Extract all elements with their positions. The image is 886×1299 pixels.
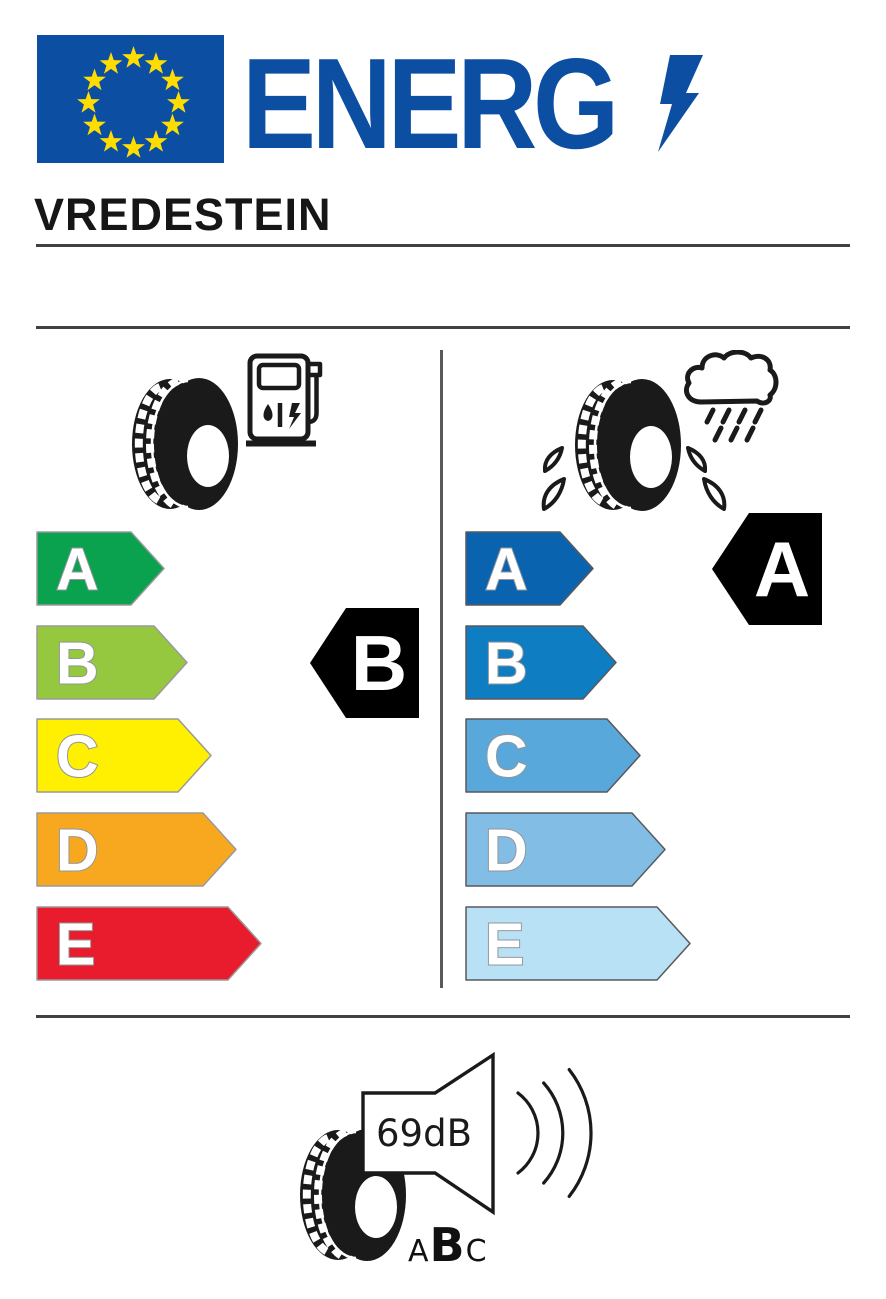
horizontal-rule-bottom xyxy=(36,1015,850,1018)
energ-logo-text: ENERG xyxy=(242,53,615,155)
tire-icon-fuel xyxy=(130,377,240,512)
grade-arrow-a xyxy=(36,531,166,608)
column-divider xyxy=(440,350,443,988)
grade-letter: D xyxy=(56,817,99,884)
lightning-bolt-icon xyxy=(645,53,707,155)
grade-arrow-b xyxy=(36,625,189,702)
horizontal-rule-top xyxy=(36,244,850,247)
noise-class-b-selected: B xyxy=(429,1218,465,1272)
water-splash-icons xyxy=(540,445,730,520)
grade-letter: E xyxy=(485,911,525,978)
grade-letter: B xyxy=(56,630,99,697)
grade-letter: A xyxy=(56,536,99,603)
grade-arrow-e xyxy=(36,906,263,983)
rain-drops xyxy=(707,410,761,440)
noise-decibel-value: 69dB xyxy=(376,1112,472,1155)
grade-arrow-c xyxy=(465,718,642,795)
fuel-efficiency-rating-badge xyxy=(310,607,421,720)
noise-class-scale xyxy=(408,1218,487,1272)
grade-arrow-d xyxy=(36,812,238,889)
grade-arrow-e xyxy=(465,906,692,983)
energ-logo xyxy=(242,53,712,155)
grade-letter: E xyxy=(56,911,96,978)
fuel-pump-icon xyxy=(246,351,330,451)
sound-wave-icon xyxy=(500,1060,600,1210)
grade-letter: B xyxy=(485,630,528,697)
fuel-efficiency-rating: B xyxy=(350,619,408,707)
grade-arrow-a xyxy=(465,531,595,608)
grade-arrow-b xyxy=(465,625,618,702)
noise-class-a: A xyxy=(408,1234,429,1269)
horizontal-rule-middle xyxy=(36,326,850,329)
grade-letter: C xyxy=(56,723,99,790)
grade-arrow-c xyxy=(36,718,213,795)
brand-name: VREDESTEIN xyxy=(34,189,332,240)
noise-class-c: C xyxy=(465,1234,487,1269)
grade-letter: A xyxy=(485,536,528,603)
rain-cloud-icon xyxy=(683,350,779,450)
wet-grip-rating-badge xyxy=(712,512,824,627)
grade-letter: D xyxy=(485,817,528,884)
eu-flag xyxy=(37,35,224,163)
grade-letter: C xyxy=(485,723,528,790)
grade-arrow-d xyxy=(465,812,667,889)
wet-grip-rating: A xyxy=(753,525,811,613)
